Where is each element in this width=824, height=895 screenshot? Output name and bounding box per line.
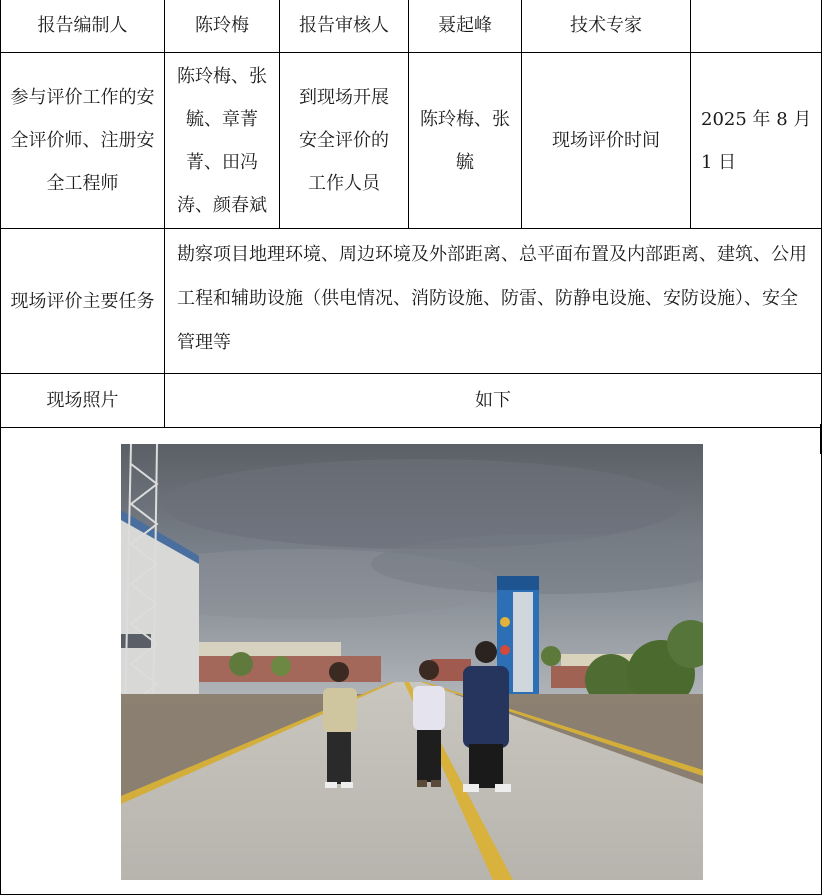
table-row-assessors	[1, 53, 822, 229]
photo-label: 现场照片	[1, 374, 165, 428]
preparer-label: 报告编制人	[1, 0, 165, 53]
table-row-people	[1, 0, 822, 53]
table-row-photo-header	[1, 374, 822, 428]
task-value: 勘察项目地理环境、周边环境及外部距离、总平面布置及内部距离、建筑、公用工程和辅助设施（供电情况、消防设施、防雷、防静电设施、安防设施）、安全管理等	[165, 229, 822, 374]
expert-label: 技术专家	[522, 0, 691, 53]
photo-cell	[1, 428, 822, 895]
table-row-photo	[1, 428, 822, 895]
onsite-staff-names: 陈玲梅、张毓	[409, 53, 522, 229]
expert-name	[691, 0, 822, 53]
reviewer-label: 报告审核人	[280, 0, 409, 53]
reviewer-name: 聂起峰	[409, 0, 522, 53]
task-label: 现场评价主要任务	[1, 229, 165, 374]
table-row-task	[1, 229, 822, 374]
text-cursor	[820, 424, 822, 454]
assessors-label: 参与评价工作的安全评价师、注册安全工程师	[1, 53, 165, 229]
photo-value: 如下	[165, 374, 822, 428]
preparer-name: 陈玲梅	[165, 0, 280, 53]
assessors-names: 陈玲梅、张毓、章菁菁、田冯涛、颜春斌	[165, 53, 280, 229]
evaluation-time-value: 2025 年 8 月 1 日	[691, 53, 822, 229]
site-photo	[121, 444, 703, 880]
evaluation-time-label: 现场评价时间	[522, 53, 691, 229]
onsite-staff-label: 到现场开展安全评价的工作人员	[280, 53, 409, 229]
